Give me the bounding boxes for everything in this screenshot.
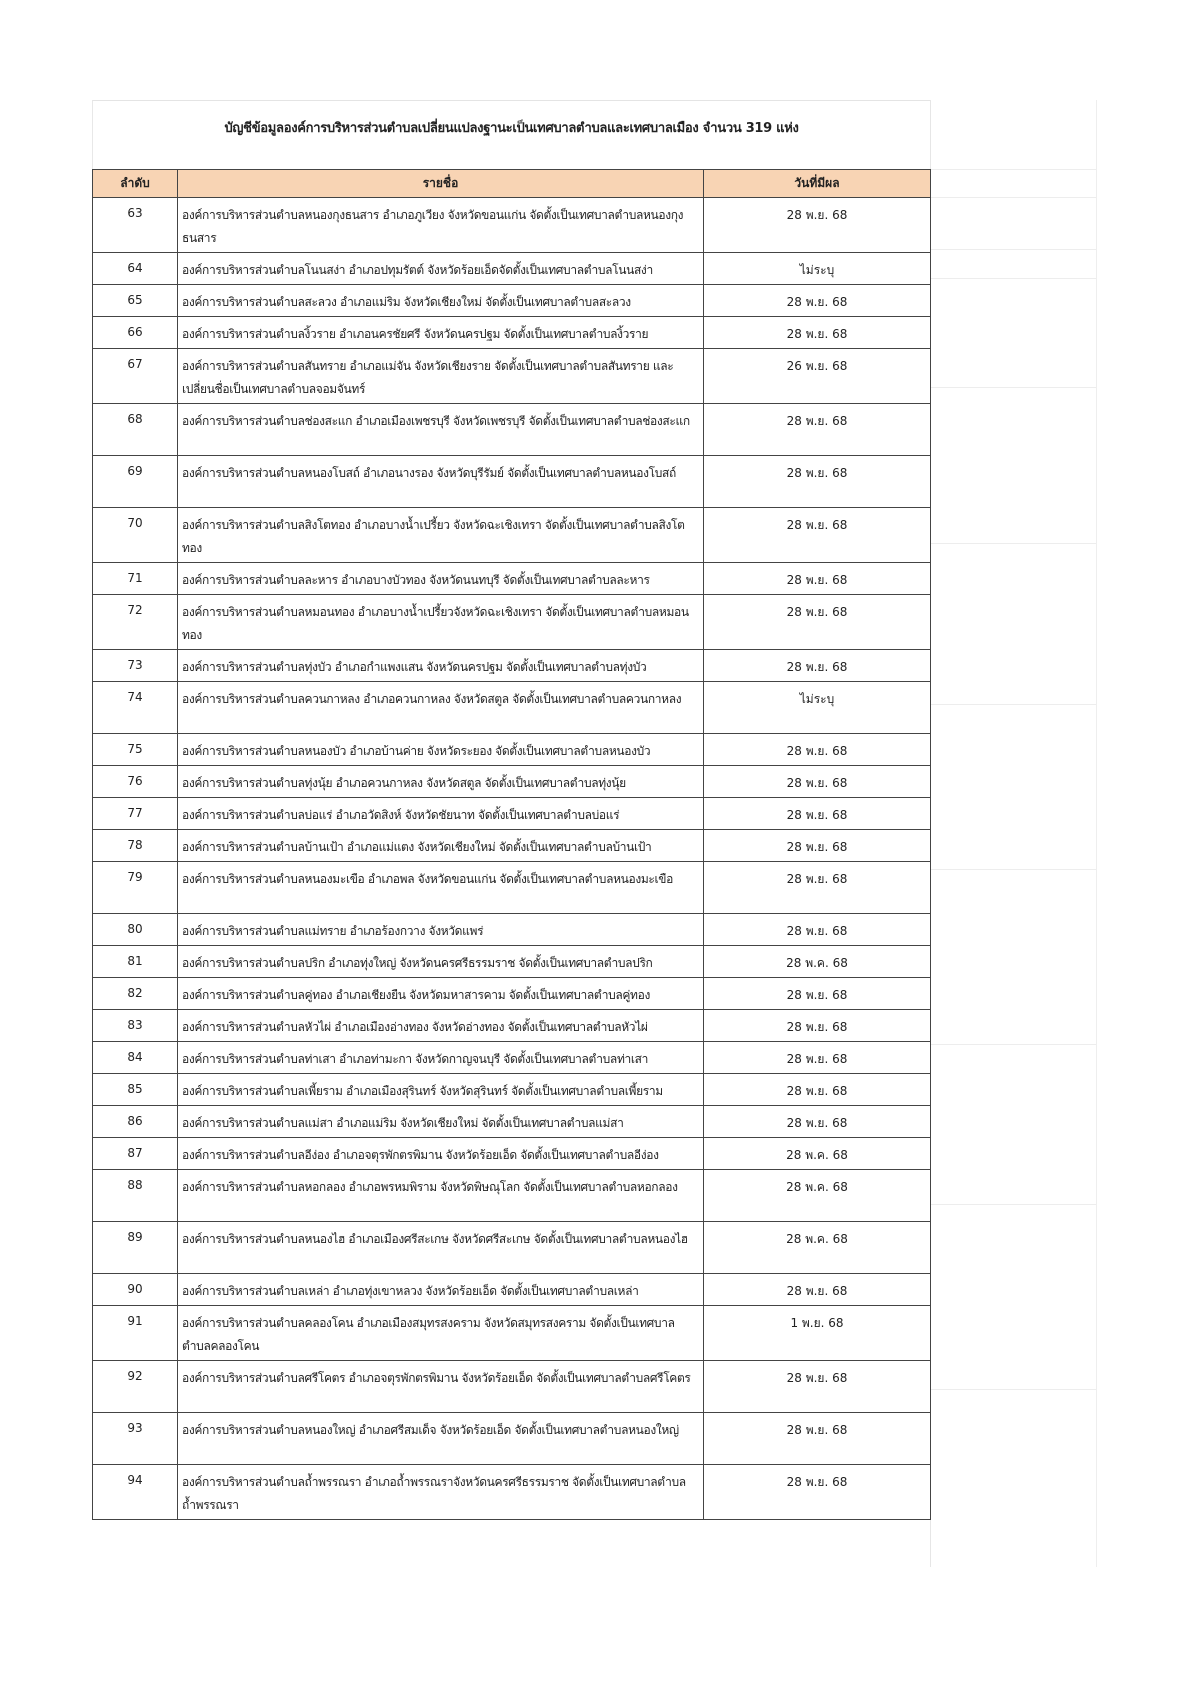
row-effective-date: 28 พ.ค. 68	[704, 1222, 931, 1274]
row-name: องค์การบริหารส่วนตำบลควนกาหลง อำเภอควนกาหลง จังหวัดสตูล จัดตั้งเป็นเทศบาลตำบลควนกาหลง	[178, 682, 704, 734]
table-row	[93, 830, 931, 862]
table-row	[93, 682, 931, 734]
empty-spreadsheet-column	[930, 100, 1097, 1567]
row-number: 76	[93, 766, 178, 798]
table-row	[93, 1222, 931, 1274]
row-effective-date: 28 พ.ย. 68	[704, 862, 931, 914]
row-name: องค์การบริหารส่วนตำบลเพี้ยราม อำเภอเมืองสุรินทร์ จังหวัดสุรินทร์ จัดตั้งเป็นเทศบาลตำบลเพี้ยราม	[178, 1074, 704, 1106]
table-row	[93, 317, 931, 349]
row-number: 79	[93, 862, 178, 914]
row-effective-date: 28 พ.ย. 68	[704, 317, 931, 349]
table-row	[93, 1106, 931, 1138]
row-effective-date: 28 พ.ย. 68	[704, 1413, 931, 1465]
table-row	[93, 253, 931, 285]
row-number: 66	[93, 317, 178, 349]
row-effective-date: 28 พ.ย. 68	[704, 914, 931, 946]
row-number: 94	[93, 1465, 178, 1520]
table-row	[93, 198, 931, 253]
row-number: 65	[93, 285, 178, 317]
row-number: 75	[93, 734, 178, 766]
row-number: 64	[93, 253, 178, 285]
row-name: องค์การบริหารส่วนตำบลแม่สา อำเภอแม่ริม จังหวัดเชียงใหม่ จัดตั้งเป็นเทศบาลตำบลแม่สา	[178, 1106, 704, 1138]
row-name: องค์การบริหารส่วนตำบลหัวไผ่ อำเภอเมืองอ่างทอง จังหวัดอ่างทอง จัดตั้งเป็นเทศบาลตำบลหัวไผ่	[178, 1010, 704, 1042]
table-row	[93, 734, 931, 766]
row-number: 74	[93, 682, 178, 734]
row-effective-date: 28 พ.ย. 68	[704, 456, 931, 508]
table-row	[93, 1074, 931, 1106]
row-effective-date: 28 พ.ย. 68	[704, 1465, 931, 1520]
row-effective-date: 28 พ.ย. 68	[704, 1274, 931, 1306]
table-row	[93, 798, 931, 830]
row-effective-date: 26 พ.ย. 68	[704, 349, 931, 404]
column-header-name: รายชื่อ	[178, 170, 704, 198]
table-row	[93, 914, 931, 946]
row-name: องค์การบริหารส่วนตำบลหนองใหญ่ อำเภอศรีสมเด็จ จังหวัดร้อยเอ็ด จัดตั้งเป็นเทศบาลตำบลหนองใหญ่	[178, 1413, 704, 1465]
row-name: องค์การบริหารส่วนตำบลท่าเสา อำเภอท่ามะกา จังหวัดกาญจนบุรี จัดตั้งเป็นเทศบาลตำบลท่าเสา	[178, 1042, 704, 1074]
row-effective-date: 1 พ.ย. 68	[704, 1306, 931, 1361]
row-name: องค์การบริหารส่วนตำบลละหาร อำเภอบางบัวทอง จังหวัดนนทบุรี จัดตั้งเป็นเทศบาลตำบลละหาร	[178, 563, 704, 595]
row-name: องค์การบริหารส่วนตำบลสิงโตทอง อำเภอบางน้ำเปรี้ยว จังหวัดฉะเชิงเทรา จัดตั้งเป็นเทศบาลตำบลสิงโตทอง	[178, 508, 704, 563]
row-name: องค์การบริหารส่วนตำบลทุ่งบัว อำเภอกำแพงแสน จังหวัดนครปฐม จัดตั้งเป็นเทศบาลตำบลทุ่งบัว	[178, 650, 704, 682]
table-row	[93, 1306, 931, 1361]
row-number: 72	[93, 595, 178, 650]
column-header-no: ลำดับ	[93, 170, 178, 198]
table-row	[93, 1042, 931, 1074]
row-number: 92	[93, 1361, 178, 1413]
table-row	[93, 285, 931, 317]
row-number: 67	[93, 349, 178, 404]
row-effective-date: 28 พ.ย. 68	[704, 508, 931, 563]
table-row	[93, 1465, 931, 1520]
row-name: องค์การบริหารส่วนตำบลคู่ทอง อำเภอเชียงยืน จังหวัดมหาสารคาม จัดตั้งเป็นเทศบาลตำบลคู่ทอง	[178, 978, 704, 1010]
row-effective-date: 28 พ.ย. 68	[704, 1074, 931, 1106]
row-name: องค์การบริหารส่วนตำบลคลองโคน อำเภอเมืองสมุทรสงคราม จังหวัดสมุทรสงคราม จัดตั้งเป็นเทศบาลตำบลคลองโคน	[178, 1306, 704, 1361]
municipality-table	[92, 169, 931, 1520]
table-row	[93, 563, 931, 595]
row-effective-date: 28 พ.ย. 68	[704, 650, 931, 682]
row-effective-date: 28 พ.ค. 68	[704, 1170, 931, 1222]
row-number: 87	[93, 1138, 178, 1170]
table-row	[93, 650, 931, 682]
row-name: องค์การบริหารส่วนตำบลศรีโคตร อำเภอจตุรพักตรพิมาน จังหวัดร้อยเอ็ด จัดตั้งเป็นเทศบาลตำบลศรีโคตร	[178, 1361, 704, 1413]
row-name: องค์การบริหารส่วนตำบลหนองบัว อำเภอบ้านค่าย จังหวัดระยอง จัดตั้งเป็นเทศบาลตำบลหนองบัว	[178, 734, 704, 766]
row-number: 80	[93, 914, 178, 946]
row-effective-date: 28 พ.ย. 68	[704, 978, 931, 1010]
row-name: องค์การบริหารส่วนตำบลบ่อแร่ อำเภอวัดสิงห์ จังหวัดชัยนาท จัดตั้งเป็นเทศบาลตำบลบ่อแร่	[178, 798, 704, 830]
row-number: 93	[93, 1413, 178, 1465]
row-effective-date: 28 พ.ย. 68	[704, 563, 931, 595]
row-name: องค์การบริหารส่วนตำบลโนนสง่า อำเภอปทุมรัตต์ จังหวัดร้อยเอ็ดจัดตั้งเป็นเทศบาลตำบลโนนสง่า	[178, 253, 704, 285]
row-name: องค์การบริหารส่วนตำบลสันทราย อำเภอแม่จัน จังหวัดเชียงราย จัดตั้งเป็นเทศบาลตำบลสันทราย และเปลี่ยนชื่อเป็นเทศบาลตำบลจอมจันทร์	[178, 349, 704, 404]
row-effective-date: 28 พ.ย. 68	[704, 734, 931, 766]
document-title: บัญชีข้อมูลองค์การบริหารส่วนตำบลเปลี่ยนแปลงฐานะเป็นเทศบาลตำบลและเทศบาลเมือง จำนวน 319 แห่ง	[224, 121, 799, 136]
row-effective-date: 28 พ.ย. 68	[704, 198, 931, 253]
row-effective-date: 28 พ.ย. 68	[704, 830, 931, 862]
row-name: องค์การบริหารส่วนตำบลถ้ำพรรณรา อำเภอถ้ำพรรณราจังหวัดนครศรีธรรมราช จัดตั้งเป็นเทศบาลตำบลถ้ำพรรณรา	[178, 1465, 704, 1520]
table-row	[93, 349, 931, 404]
table-row	[93, 1361, 931, 1413]
table-row	[93, 1274, 931, 1306]
row-number: 71	[93, 563, 178, 595]
table-row	[93, 1170, 931, 1222]
table-row	[93, 595, 931, 650]
row-number: 69	[93, 456, 178, 508]
row-number: 70	[93, 508, 178, 563]
row-effective-date: 28 พ.ย. 68	[704, 595, 931, 650]
table-body	[93, 198, 931, 1520]
row-effective-date: 28 พ.ย. 68	[704, 766, 931, 798]
row-name: องค์การบริหารส่วนตำบลทุ่งนุ้ย อำเภอควนกาหลง จังหวัดสตูล จัดตั้งเป็นเทศบาลตำบลทุ่งนุ้ย	[178, 766, 704, 798]
row-name: องค์การบริหารส่วนตำบลหนองกุงธนสาร อำเภอภูเวียง จังหวัดขอนแก่น จัดตั้งเป็นเทศบาลตำบลหนองกุงธนสาร	[178, 198, 704, 253]
row-name: องค์การบริหารส่วนตำบลงิ้วราย อำเภอนครชัยศรี จังหวัดนครปฐม จัดตั้งเป็นเทศบาลตำบลงิ้วราย	[178, 317, 704, 349]
row-effective-date: 28 พ.ย. 68	[704, 1010, 931, 1042]
table-row	[93, 456, 931, 508]
row-number: 78	[93, 830, 178, 862]
row-effective-date: 28 พ.ค. 68	[704, 946, 931, 978]
row-effective-date: ไม่ระบุ	[704, 253, 931, 285]
table-row	[93, 404, 931, 456]
row-name: องค์การบริหารส่วนตำบลแม่ทราย อำเภอร้องกวาง จังหวัดแพร่	[178, 914, 704, 946]
row-name: องค์การบริหารส่วนตำบลหนองโบสถ์ อำเภอนางรอง จังหวัดบุรีรัมย์ จัดตั้งเป็นเทศบาลตำบลหนองโบสถ์	[178, 456, 704, 508]
title-box	[92, 100, 930, 169]
row-number: 83	[93, 1010, 178, 1042]
row-name: องค์การบริหารส่วนตำบลเหล่า อำเภอทุ่งเขาหลวง จังหวัดร้อยเอ็ด จัดตั้งเป็นเทศบาลตำบลเหล่า	[178, 1274, 704, 1306]
row-number: 77	[93, 798, 178, 830]
table-row	[93, 1010, 931, 1042]
row-name: องค์การบริหารส่วนตำบลอีง่อง อำเภอจตุรพักตรพิมาน จังหวัดร้อยเอ็ด จัดตั้งเป็นเทศบาลตำบลอีง่อง	[178, 1138, 704, 1170]
row-number: 82	[93, 978, 178, 1010]
table-row	[93, 1138, 931, 1170]
table-row	[93, 946, 931, 978]
row-effective-date: 28 พ.ย. 68	[704, 285, 931, 317]
row-effective-date: 28 พ.ย. 68	[704, 1042, 931, 1074]
row-number: 89	[93, 1222, 178, 1274]
column-header-effective-date: วันที่มีผล	[704, 170, 931, 198]
row-number: 85	[93, 1074, 178, 1106]
row-number: 73	[93, 650, 178, 682]
table-row	[93, 508, 931, 563]
row-number: 90	[93, 1274, 178, 1306]
table-row	[93, 862, 931, 914]
table-row	[93, 1413, 931, 1465]
row-effective-date: 28 พ.ย. 68	[704, 1361, 931, 1413]
row-name: องค์การบริหารส่วนตำบลปริก อำเภอทุ่งใหญ่ จังหวัดนครศรีธรรมราช จัดตั้งเป็นเทศบาลตำบลปริก	[178, 946, 704, 978]
table-row	[93, 978, 931, 1010]
row-number: 86	[93, 1106, 178, 1138]
row-number: 81	[93, 946, 178, 978]
row-effective-date: 28 พ.ค. 68	[704, 1138, 931, 1170]
row-number: 91	[93, 1306, 178, 1361]
row-name: องค์การบริหารส่วนตำบลสะลวง อำเภอแม่ริม จังหวัดเชียงใหม่ จัดตั้งเป็นเทศบาลตำบลสะลวง	[178, 285, 704, 317]
row-number: 63	[93, 198, 178, 253]
row-name: องค์การบริหารส่วนตำบลช่องสะแก อำเภอเมืองเพชรบุรี จังหวัดเพชรบุรี จัดตั้งเป็นเทศบาลตำบลช่องสะแก	[178, 404, 704, 456]
row-number: 88	[93, 1170, 178, 1222]
row-name: องค์การบริหารส่วนตำบลหนองไฮ อำเภอเมืองศรีสะเกษ จังหวัดศรีสะเกษ จัดตั้งเป็นเทศบาลตำบลหนองไฮ	[178, 1222, 704, 1274]
row-effective-date: 28 พ.ย. 68	[704, 404, 931, 456]
row-name: องค์การบริหารส่วนตำบลหอกลอง อำเภอพรหมพิราม จังหวัดพิษณุโลก จัดตั้งเป็นเทศบาลตำบลหอกลอง	[178, 1170, 704, 1222]
row-name: องค์การบริหารส่วนตำบลหมอนทอง อำเภอบางน้ำเปรี้ยวจังหวัดฉะเชิงเทรา จัดตั้งเป็นเทศบาลตำบลหมอนทอง	[178, 595, 704, 650]
table-row	[93, 766, 931, 798]
row-number: 68	[93, 404, 178, 456]
row-effective-date: 28 พ.ย. 68	[704, 1106, 931, 1138]
row-effective-date: ไม่ระบุ	[704, 682, 931, 734]
row-number: 84	[93, 1042, 178, 1074]
table-header-row	[93, 170, 931, 198]
row-effective-date: 28 พ.ย. 68	[704, 798, 931, 830]
row-name: องค์การบริหารส่วนตำบลบ้านเป้า อำเภอแม่แตง จังหวัดเชียงใหม่ จัดตั้งเป็นเทศบาลตำบลบ้านเป้า	[178, 830, 704, 862]
row-name: องค์การบริหารส่วนตำบลหนองมะเขือ อำเภอพล จังหวัดขอนแก่น จัดตั้งเป็นเทศบาลตำบลหนองมะเขือ	[178, 862, 704, 914]
